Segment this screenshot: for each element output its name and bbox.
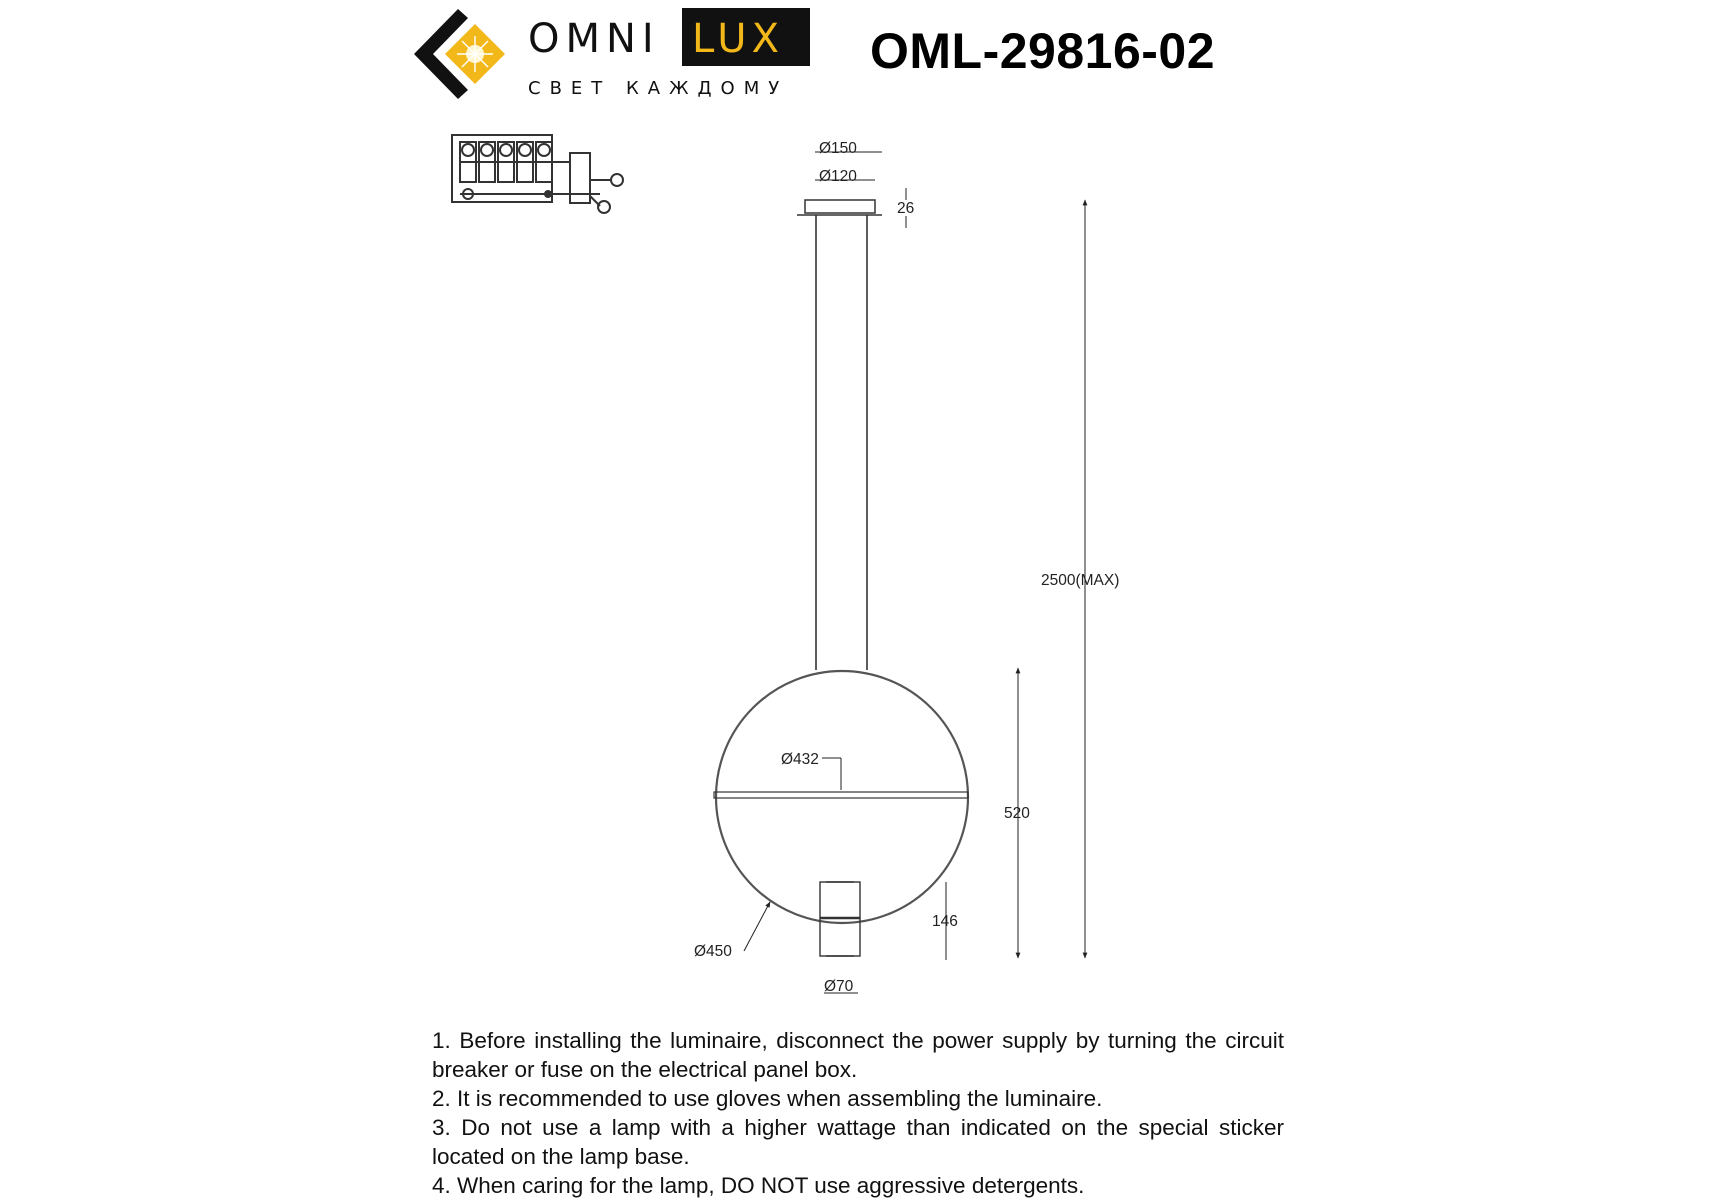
note-1: 1. Before installing the luminaire, disconnect the power supply by turning the circuit breaker or fuse on the electrical panel box.	[432, 1028, 1284, 1082]
ring-diameter-leader	[744, 902, 770, 951]
note-2: 2. It is recommended to use gloves when assembling the luminaire.	[432, 1086, 1103, 1111]
dim-spot-height: 146	[932, 913, 958, 930]
ring-outline	[716, 671, 968, 923]
spotlight	[820, 882, 860, 956]
dim-ring-diameter: Ø450	[694, 943, 732, 960]
brand-name-omni: OMNI	[528, 16, 660, 62]
model-number: OML-29816-02	[870, 23, 1216, 79]
dim-canopy-inner: Ø120	[819, 168, 857, 185]
brand-tagline: СВЕТ КАЖДОМУ	[528, 78, 789, 99]
suspension-wires	[816, 215, 867, 670]
dim-total-height: 2500(MAX)	[1041, 572, 1120, 589]
dim-canopy-height: 26	[897, 200, 915, 217]
dim-spot-diameter: Ø70	[824, 978, 854, 995]
canopy-dimensions	[815, 152, 906, 228]
dim-bar-length: Ø432	[781, 751, 819, 768]
brand-name-lux: LUX	[692, 16, 784, 62]
dim-ring-height: 520	[1004, 805, 1030, 822]
horizontal-bar	[714, 792, 968, 798]
bar-leader	[822, 758, 841, 790]
canopy	[797, 200, 882, 215]
dim-canopy-outer: Ø150	[819, 140, 857, 157]
installation-notes	[432, 1026, 1284, 1200]
wiring-diagram-icon	[452, 135, 623, 213]
note-3: 3. Do not use a lamp with a higher wattage than indicated on the special sticker located on the lamp base.	[432, 1115, 1284, 1169]
note-4: 4. When caring for the lamp, DO NOT use aggressive detergents.	[432, 1173, 1085, 1198]
